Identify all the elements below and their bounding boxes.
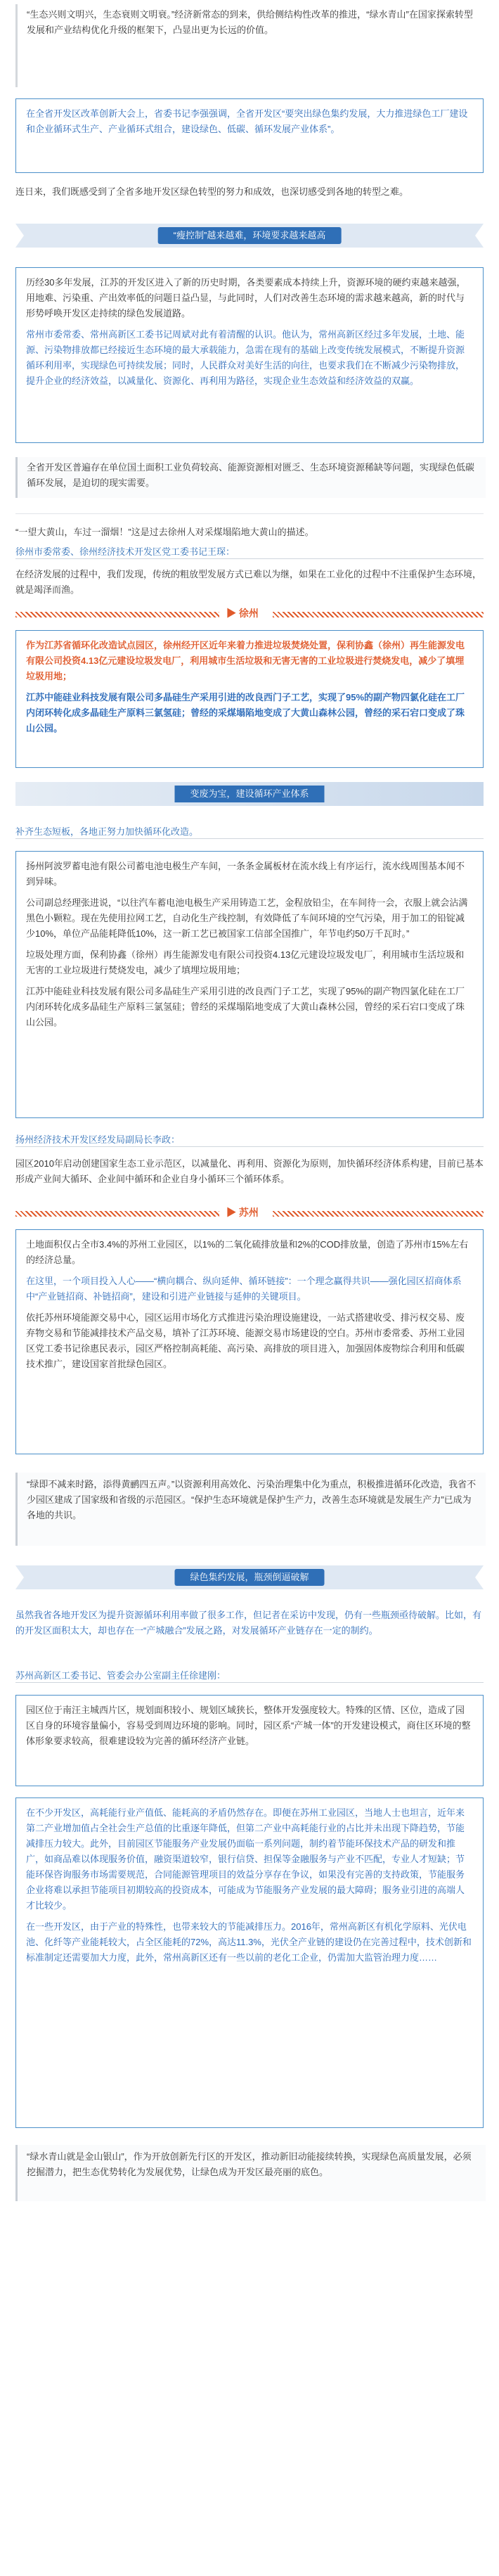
suzhou-box-text-2: 在这里，一个项目投入人心——“横向耦合、纵向延伸、循环链接”：一个理念赢得共识——强化园区招商体系中“产业链招商、补链招商”，建设和引进产业链接与延伸的关键项目。 xyxy=(26,1276,462,1302)
city-stripe-right xyxy=(273,612,484,617)
policy-text: 在全省开发区改革创新大会上，省委书记李强强调，全省开发区“要突出绿色集约发展，大力推进绿色工厂建设和企业循环式生产、产业循环式组合，建设绿色、低碳、循环发展产业体系”。 xyxy=(26,108,468,134)
city-pin-icon-2: ▶ xyxy=(226,1207,239,1218)
subheading-2: 补齐生态短板，各地正努力加快循环化改造。 xyxy=(15,826,199,837)
changzhou-speaker-title: 苏州高新区工委书记、管委会办公室副主任徐建刚： xyxy=(15,1670,226,1681)
xuzhou-box xyxy=(15,630,484,768)
xuzhou-speaker-title: 徐州市委常委、徐州经济技术开发区党工委书记王琛： xyxy=(15,546,235,557)
changzhou-box xyxy=(15,1695,484,1786)
challenges-text-2: 在一些开发区，由于产业的特殊性，也带来较大的节能减排压力。2016年，常州高新区有机化学原料、光伏电池、化纤等产业能耗较大，占全区能耗的72%，高达11.3%，光伏全产业链的建设仍在完善过程中，技术创新和标准制定还需要加大力度，此外，常州高新区还有一些以前的老化工企业，仍需加大监管治理力度…… xyxy=(26,1921,472,1963)
banner-3-title: 绿色集约发展，瓶颈倒逼破解 xyxy=(174,1569,324,1586)
yangzhou-box-text-1: 扬州阿波罗蓄电池有限公司蓄电池电极生产车间，一条条金属板材在流水线上有序运行，流水线周围基本闻不到异味。 xyxy=(26,861,465,887)
yangzhou-box-text-2: 公司副总经理张进说，“以往汽车蓄电池电极生产采用铸造工艺，金程放铅尘，在车间待一会，衣服上就会沾满黑色小颗粒。现在先使用拉网工艺，自动化生产线控制，有效降低了车间环境的空气污染，用于加工的铅锭减少10%，单位产品能耗降低10%，这一新工艺已被国家工信部全国推广，年节电约50万千瓦时。” xyxy=(26,897,468,939)
trip-paragraph: 连日来，我们既感受到了全省多地开发区绿色转型的努力和成效，也深切感受到各地的转型之难。 xyxy=(15,186,409,197)
changzhou-box-text-1: 园区位于南汪主城西片区，规划面积较小、规划区域狭长，整体开发强度较大。特殊的区情、区位，造成了园区自身的环境容量偏小，容易受到周边环境的影响。同时，园区系“产城一体”的开发建设模式，商住区环境的整体形象要求较高，很难建设较为完善的循环经济产业链。 xyxy=(26,1705,471,1746)
xuzhou-paragraph: 在经济发展的过程中，我们发现，传统的粗放型发展方式已难以为继，如果在工业化的过程中不注重保护生态环境，就是竭泽而渔。 xyxy=(15,569,482,595)
banner-2-title: 变废为宝，建设循环产业体系 xyxy=(174,786,324,802)
xuzhou-box-text-1: 作为江苏省循环化改造试点园区，徐州经开区近年来着力推进垃圾焚烧处置，保利协鑫（徐州）再生能源发电有限公司投资4.13亿元建设垃圾发电厂，利用城市生活垃圾和无害无害的工业垃圾进行焚烧发电，减少了填埋垃圾用地； xyxy=(26,640,465,681)
background-text-1: 历经30多年发展，江苏的开发区进入了新的历史时期，各类要素成本持续上升，资源环境的硬约束越来越强，用地难、污染重、产出效率低的问题日益凸显，与此同时，人们对改善生态环境的需求越来越高，新的时代与形势呼唤开发区走持续的绿色发展道路。 xyxy=(26,277,466,319)
city-xuzhou-label: 徐州 xyxy=(238,608,259,619)
city-pin-icon: ▶ xyxy=(226,608,239,619)
section-banner-2 xyxy=(15,782,484,806)
suzhou-box xyxy=(15,1229,484,1454)
section-banner-3 xyxy=(15,1565,484,1589)
banner-arrow-left xyxy=(15,224,24,248)
banner-1-title: “瘦控制”越来越难，环境要求越来越高 xyxy=(158,227,342,244)
challenges-text-1: 在不少开发区，高耗能行业产值低、能耗高的矛盾仍然存在。即便在苏州工业园区，当地人士也坦言，近年来第二产业增加值占全社会生产总值的比重逐年降低，但第二产业中高耗能行业的占比并未出现下降趋势，节能减排压力较大。此外，目前园区节能服务产业发展仍面临一系列问题，制约着节能环保技术产品的研发和推广，如商品难以体现服务价值，融资渠道较窄，银行信贷、担保等金融服务与产业不匹配，专业人才短缺；节能环保咨询服务市场需要规范，合同能源管理项目的效益分享存在争议，如果没有完善的支持政策，节能服务企业将难以承担节能项目初期较高的投资成本，可能成为节能服务产业发展的最大障碍；服务业引进的高端人才比较少。 xyxy=(26,1807,465,1911)
city-suzhou-label: 苏州 xyxy=(238,1207,259,1218)
challenges-box xyxy=(15,1798,484,2128)
quote-2: 全省开发区普遍存在单位国土面积工业负荷较高、能源资源相对匮乏、生态环境资源稀缺等问题，实现绿色低碳循环发展，是迫切的现实需要。 xyxy=(27,462,475,488)
huangshan-quote: “一望大黄山，车过一溜烟！”这是过去徐州人对采煤塌陷地大黄山的描述。 xyxy=(15,527,314,537)
background-box xyxy=(15,267,484,443)
banner-arrow-right xyxy=(475,224,484,248)
quote-4: “绿即不减来时路，添得黄鹂四五声。”以资源利用高效化、污染治理集中化为重点，积极推进循环化改造，我省不少园区建成了国家级和省级的示范园区。“保护生态环境就是保护生产力，改善生态环境就是发展生产力”已成为各地的共识。 xyxy=(27,1479,477,1520)
city-stripe-left-2 xyxy=(15,1211,219,1217)
yangzhou-box-text-5: 江苏中能硅业科技发展有限公司多晶硅生产采用引进的改良西门子工艺，实现了95%的副产物四氯化硅在工厂内闭环转化成多晶硅生产原料三氯氢硅；曾经的采煤塌陷地变成了大黄山森林公园，曾经的采石宕口变成了珠山公园。 xyxy=(26,986,465,1027)
yangzhou-paragraph: 园区2010年启动创建国家生态工业示范区，以减量化、再利用、资源化为原则，加快循环经济体系构建，目前已基本形成产业间大循环、企业间中循环和企业自身小循环三个循环体系。 xyxy=(15,1158,484,1184)
city-tag-xuzhou xyxy=(226,606,259,620)
city-stripe-right-2 xyxy=(273,1211,484,1217)
policy-box xyxy=(15,98,484,173)
xuzhou-box-text-2: 江苏中能硅业科技发展有限公司多晶硅生产采用引进的改良西门子工艺，实现了95%的副产物四氯化硅在工厂内闭环转化成多晶硅生产原料三氯氢硅；曾经的采煤塌陷地变成了大黄山森林公园，曾经的采石宕口变成了珠山公园。 xyxy=(26,692,465,733)
city-tag-suzhou xyxy=(226,1205,259,1219)
section-banner-1 xyxy=(15,224,484,248)
yangzhou-box xyxy=(15,851,484,1118)
suzhou-box-text-1: 土地面积仅占全市3.4%的苏州工业园区，以1%的二氧化硫排放量和2%的COD排放量，创造了苏州市15%左右的经济总量。 xyxy=(26,1239,469,1265)
changzhou-title-underline xyxy=(15,1682,484,1683)
yangzhou-box-text-4: 垃圾处理方面，保利协鑫（徐州）再生能源发电有限公司投资4.13亿元建设垃圾发电厂，利用城市生活垃圾和无害的工业垃圾进行焚烧发电，减少了填埋垃圾用地； xyxy=(26,949,465,975)
banner-3-arrow-left xyxy=(15,1565,24,1589)
intro-quote: “生态兴则文明兴，生态衰则文明衰。”经济新常态的到来，供给侧结构性改革的推进，“绿水青山”在国家探索转型发展和产业结构优化升级的框架下，凸显出更为长远的价值。 xyxy=(27,9,473,35)
background-text-2: 常州市委常委、常州高新区工委书记周斌对此有着清醒的认识。他认为，常州高新区经过多年发展，土地、能源、污染物排放都已经接近生态环境的最大承载能力，急需在现有的基础上改变传统发展模式，不断提升资源循环利用率，实现绿色可持续发展；同时，人民群众对美好生活的向往，也要求我们在不断减少污染物排放，提升企业的经济效益，以减量化、资源化、再利用为路径，实现企业生态效益和经济效益的双赢。 xyxy=(26,329,465,386)
city-stripe-left xyxy=(15,612,219,617)
bottleneck-paragraph: 虽然我省各地开发区为提升资源循环利用率做了很多工作，但记者在采访中发现，仍有一些瓶颈亟待破解。比如，有的开发区面积太大，却也存在一“产城融合”发展之路，对发展循环产业链存在一定的制约。 xyxy=(15,1610,482,1636)
divider xyxy=(15,513,484,514)
yangzhou-speaker-title: 扬州经济技术开发区经发局副局长李政： xyxy=(15,1134,181,1145)
banner-3-arrow-right xyxy=(475,1565,484,1589)
closing-quote: “绿水青山就是金山银山”，作为开放创新先行区的开发区，推动新旧动能接续转换，实现绿色高质量发展，必须挖掘潜力，把生态优势转化为发展优势，让绿色成为开发区最亮丽的底色。 xyxy=(27,2151,472,2177)
xuzhou-title-underline xyxy=(15,558,484,559)
yangzhou-title-underline xyxy=(15,1146,484,1147)
subheading-2-underline xyxy=(15,838,484,839)
suzhou-box-text-3: 依托苏州环境能源交易中心，园区运用市场化方式推进污染治理设施建设，一站式搭建收受、排污权交易、废弃物交易和节能减排技术产品交易，填补了江苏环境、能源交易市场建设的空白。苏州市委常委、苏州工业园区党工委书记徐惠民表示，园区严格控制高耗能、高污染、高排放的项目进入，加强固体废物综合利用和低碳技术推广，建设国家首批绿色园区。 xyxy=(26,1312,465,1369)
